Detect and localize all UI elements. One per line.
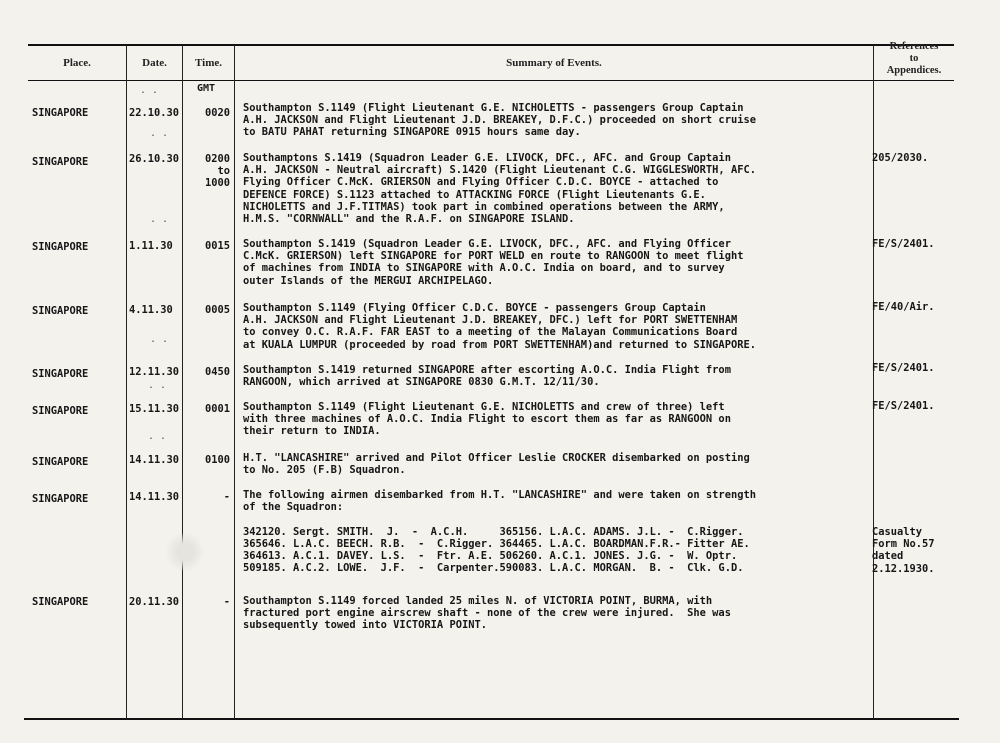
row-date: 22.10.30 — [129, 107, 180, 119]
row-summary: Southamptons S.1419 (Squadron Leader G.E. LIVOCK, DFC., AFC. and Group Captain A.H. JACKSON - Neutral aircraft) S.1420 (Flight Lieutenant C.G. WIGGLESWORTH, AFC. Flying Officer C.McK. GRIERSON and Flying Officer C.D.C. BOYCE - attached to DEFENCE FORCE) S.1123 attached to ATTACKING FORCE (Flight Lieutenants G.E. NICHOLETTS and J.F.TITMAS) took part in combined operations between the ARMY, H.M.S. "CORNWALL" and the R.A.F. on SINGAPORE ISLAND. — [243, 152, 756, 226]
row-place: SINGAPORE — [32, 596, 89, 608]
column-divider-summary — [873, 45, 874, 719]
row-date: 4.11.30 — [129, 304, 173, 316]
row-summary: Southampton S.1149 forced landed 25 miles N. of VICTORIA POINT, BURMA, with fractured port engine airscrew shaft - none of the crew were injured. She was subsequently towed into VICTORIA POINT. — [243, 595, 731, 632]
row-time: 0200 to 1000 — [204, 153, 230, 190]
margin-mark: . . — [148, 380, 167, 391]
row-place: SINGAPORE — [32, 241, 89, 253]
margin-mark: . . — [148, 431, 167, 442]
row-time: - — [223, 491, 230, 503]
header-references: References to Appendices. — [886, 41, 942, 76]
row-reference: FE/S/2401. — [872, 400, 935, 412]
row-summary: Southampton S.1149 (Flying Officer C.D.C. BOYCE - passengers Group Captain A.H. JACKSON and Flight Lieutenant J.D. BREAKEY, DFC.) left for PORT SWETTENHAM to convey O.C. R.A.F. FAR EAST to a meeting of the Malayan Communications Board at KUALA LUMPUR (proceeded by road from PORT SWETTENHAM)and returned to SINGAPORE. — [243, 302, 756, 351]
top-rule — [28, 44, 954, 46]
row-time: 0005 — [204, 304, 230, 316]
row-summary: Southampton S.1419 returned SINGAPORE after escorting A.O.C. India Flight from RANGOON, which arrived at SINGAPORE 0830 G.M.T. 12/11/30. — [243, 364, 731, 389]
row-time: 0015 — [204, 240, 230, 252]
row-date: 12.11.30 — [129, 366, 180, 378]
row-place: SINGAPORE — [32, 456, 89, 468]
row-time: 0001 — [204, 403, 230, 415]
row-summary: Southampton S.1149 (Flight Lieutenant G.E. NICHOLETTS and crew of three) left with three machines of A.O.C. India Flight to escort them as far as RANGOON on their return to INDIA. — [243, 401, 731, 438]
row-time: - — [223, 596, 230, 608]
row-place: SINGAPORE — [32, 156, 89, 168]
row-reference: FE/S/2401. — [872, 362, 935, 374]
row-reference: 205/2030. — [872, 152, 929, 164]
row-date: 14.11.30 — [129, 454, 180, 466]
header-time: Time. — [195, 57, 222, 69]
row-summary: H.T. "LANCASHIRE" arrived and Pilot Officer Leslie CROCKER disembarked on posting to No. 205 (F.B) Squadron. — [243, 452, 750, 477]
row-date: 15.11.30 — [129, 403, 180, 415]
column-divider-date — [182, 45, 183, 719]
bottom-rule — [24, 718, 959, 720]
header-rule — [28, 80, 954, 81]
row-reference: Casualty Form No.57 dated 2.12.1930. — [872, 526, 935, 575]
row-reference: FE/40/Air. — [872, 301, 935, 313]
gmt-label: GMT — [197, 83, 216, 94]
row-date: 26.10.30 — [129, 153, 180, 165]
row-place: SINGAPORE — [32, 107, 89, 119]
margin-mark: . . — [150, 334, 169, 345]
row-place: SINGAPORE — [32, 405, 89, 417]
header-date: Date. — [142, 57, 167, 69]
row-summary: The following airmen disembarked from H.T. "LANCASHIRE" and were taken on strength of the Squadron: 342120. Sergt. SMITH. J. - A.C.H. 365156. L.A.C. ADAMS. J.L. - C.Rigger. 365646. L.A.C. BEECH. R.B. - C.Rigger. 364465. L.A.C. BOARDMAN.F.R.- Fitter AE. 364613. A.C.1. DAVEY. L.S. - Ftr. A.E. 506260. A.C.1. JONES. J.G. - W. Optr. 509185. A.C.2. LOWE. J.F. - Carpenter.590083. L.A.C. MORGAN. B. - Clk. G.D. — [243, 489, 756, 575]
row-date: 20.11.30 — [129, 596, 180, 608]
row-place: SINGAPORE — [32, 368, 89, 380]
row-summary: Southampton S.1149 (Flight Lieutenant G.E. NICHOLETTS - passengers Group Captain A.H. JACKSON and Flight Lieutenant J.D. BREAKEY, D.F.C.) proceeded on short cruise to BATU PAHAT returning SINGAPORE 0915 hours same day. — [243, 102, 756, 139]
row-time: 0100 — [204, 454, 230, 466]
column-divider-place — [126, 45, 127, 719]
row-reference: FE/S/2401. — [872, 238, 935, 250]
row-place: SINGAPORE — [32, 305, 89, 317]
row-summary: Southampton S.1419 (Squadron Leader G.E. LIVOCK, DFC., AFC. and Flying Officer C.McK. GRIERSON) left SINGAPORE for PORT WELD en route to RANGOON to meet flight of machines from INDIA to SINGAPORE with A.O.C. India on board, and to survey outer Islands of the MERGUI ARCHIPELAGO. — [243, 238, 744, 287]
margin-mark: . . — [140, 85, 159, 96]
margin-mark: . . — [150, 128, 169, 139]
paper-smudge — [165, 532, 205, 572]
row-date: 14.11.30 — [129, 491, 180, 503]
margin-mark: . . — [150, 214, 169, 225]
row-time: 0020 — [204, 107, 230, 119]
row-time: 0450 — [204, 366, 230, 378]
header-place: Place. — [63, 57, 91, 69]
row-place: SINGAPORE — [32, 493, 89, 505]
column-divider-time — [234, 45, 235, 719]
header-summary: Summary of Events. — [506, 57, 602, 69]
row-date: 1.11.30 — [129, 240, 173, 252]
